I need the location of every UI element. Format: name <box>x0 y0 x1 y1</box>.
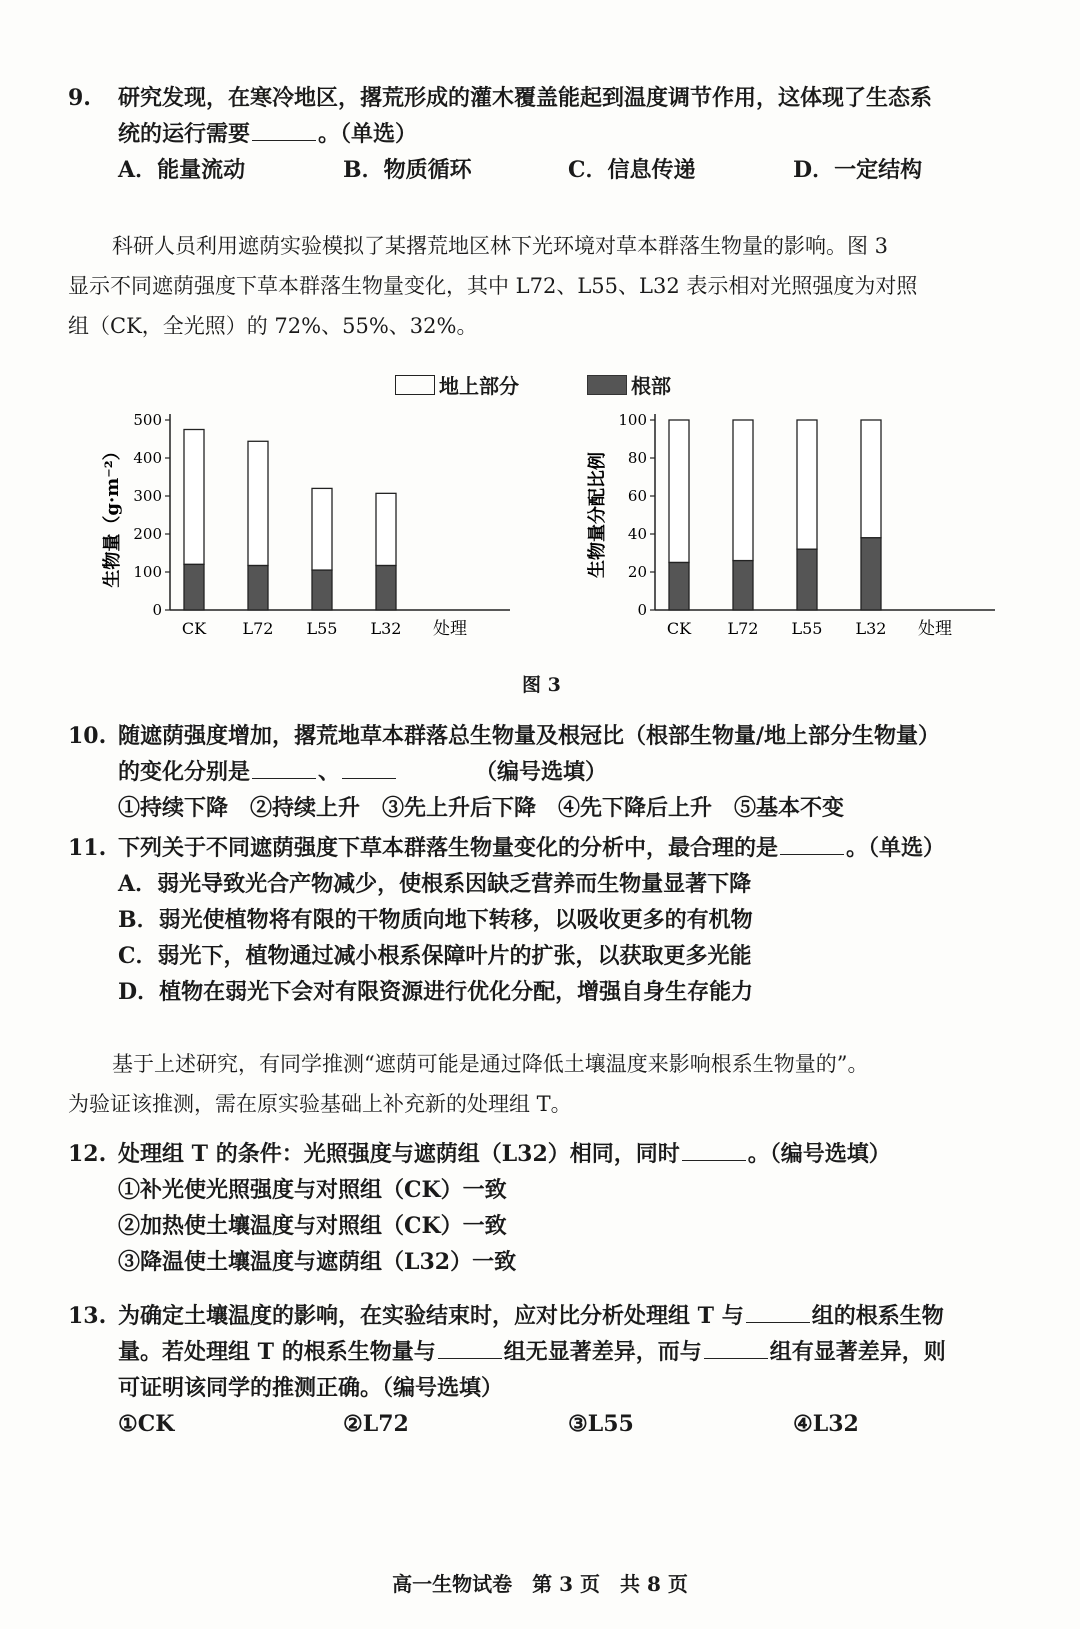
answer-blank <box>252 118 316 141</box>
x-tick-label: CK <box>666 619 692 638</box>
x-tick-label: L72 <box>727 619 759 638</box>
x-axis-label: 处理 <box>918 619 952 639</box>
y-tick-label: 200 <box>133 525 162 543</box>
option-b: B．弱光使植物将有限的干物质向地下转移，以吸收更多的有机物 <box>118 907 753 933</box>
bar-root <box>797 549 817 610</box>
x-tick-label: L55 <box>306 619 338 638</box>
question-stem: 处理组 T 的条件：光照强度与遮荫组（L32）相同，同时 <box>118 1141 680 1167</box>
y-tick-label: 100 <box>618 411 647 429</box>
option-2: ②加热使土壤温度与对照组（CK）一致 <box>118 1213 507 1239</box>
x-tick-label: L55 <box>791 619 823 638</box>
option-d: D．一定结构 <box>793 157 923 183</box>
question-stem: 量。若处理组 T 的根系生物量与 <box>118 1339 436 1365</box>
answer-blank <box>780 832 844 855</box>
option-3: ③降温使土壤温度与遮荫组（L32）一致 <box>118 1249 517 1275</box>
question-stem: 研究发现，在寒冷地区，撂荒形成的灌木覆盖能起到温度调节作用，这体现了生态系 <box>118 85 933 111</box>
bar-root <box>184 564 204 610</box>
options <box>118 152 1018 188</box>
bar-root <box>248 566 268 610</box>
intro-paragraph-2 <box>68 1044 1018 1124</box>
y-tick-label: 80 <box>627 449 647 467</box>
option-a: A．弱光导致光合产物减少，使根系因缺乏营养而生物量显著下降 <box>118 871 752 897</box>
figure-caption: 图 3 <box>522 674 561 696</box>
x-tick-label: CK <box>181 619 207 638</box>
chart-legend <box>395 370 731 399</box>
x-tick-label: L32 <box>855 619 887 638</box>
bar-above-ground <box>248 441 268 565</box>
question-stem: 组有显著差异，则 <box>769 1339 946 1365</box>
bar-above-ground <box>733 420 753 561</box>
legend-swatch-dark <box>587 375 627 395</box>
x-axis-label: 处理 <box>433 619 467 639</box>
y-tick-label: 20 <box>627 563 647 581</box>
legend-item-root: 根部 <box>587 370 671 399</box>
options: ①持续下降 ②持续上升 ③先上升后下降 ④先下降后上升 ⑤基本不变 <box>118 795 845 821</box>
question-number: 13. <box>68 1303 107 1329</box>
option-3: ③L55 <box>568 1411 634 1437</box>
paragraph-line: 显示不同遮荫强度下草本群落生物量变化，其中 L72、L55、L32 表示相对光照强度为对照 <box>68 274 918 298</box>
question-number: 11. <box>68 835 107 861</box>
allocation-chart <box>575 410 995 660</box>
question-stem: 的变化分别是 <box>118 759 251 785</box>
bar-above-ground <box>669 420 689 563</box>
question-number: 9. <box>68 85 91 111</box>
bar-above-ground <box>184 430 204 565</box>
answer-blank <box>704 1336 768 1359</box>
answer-blank <box>682 1138 746 1161</box>
option-1: ①CK <box>118 1411 175 1437</box>
y-axis-label: 生物量（g·m⁻²） <box>102 442 123 588</box>
question-number: 12. <box>68 1141 107 1167</box>
y-tick-label: 40 <box>627 525 647 543</box>
question-stem: 为确定土壤温度的影响，在实验结束时，应对比分析处理组 T 与 <box>118 1303 744 1329</box>
x-tick-label: L72 <box>242 619 274 638</box>
bar-root <box>669 563 689 611</box>
option-d: D．植物在弱光下会对有限资源进行优化分配，增强自身生存能力 <box>118 979 754 1005</box>
option-c: C．弱光下，植物通过减小根系保障叶片的扩张，以获取更多光能 <box>118 943 752 969</box>
question-11 <box>68 830 1018 1010</box>
answer-blank <box>342 756 396 779</box>
question-stem: 组无显著差异，而与 <box>503 1339 702 1365</box>
bar-above-ground <box>376 493 396 565</box>
paragraph-line: 基于上述研究，有同学推测“遮荫可能是通过降低土壤温度来影响根系生物量的”。 <box>112 1052 869 1076</box>
question-stem: 组的根系生物 <box>811 1303 944 1329</box>
y-tick-label: 0 <box>637 601 647 619</box>
option-1: ①补光使光照强度与对照组（CK）一致 <box>118 1177 507 1203</box>
question-stem: 可证明该同学的推测正确。（编号选填） <box>118 1375 504 1401</box>
question-stem: 。（编号选填） <box>747 1141 891 1167</box>
option-b: B．物质循环 <box>343 157 472 183</box>
answer-blank <box>438 1336 502 1359</box>
y-tick-label: 0 <box>152 601 162 619</box>
question-number: 10. <box>68 723 107 749</box>
question-12 <box>68 1136 1018 1280</box>
question-stem: 。（单选） <box>318 121 418 147</box>
page-footer: 高一生物试卷 第 3 页 共 8 页 <box>392 1572 688 1596</box>
biomass-chart <box>90 410 510 660</box>
option-4: ④L32 <box>793 1411 859 1437</box>
option-a: A．能量流动 <box>118 157 246 183</box>
question-10: 10. 随遮荫强度增加，撂荒地草本群落总生物量及根冠比（根部生物量/地上部分生物量） 的变化分别是 、 （编号选填） ①持续下降 ②持续上升 ③先上升后下降 ④先下降后上升 ⑤基本不变 <box>68 718 1018 826</box>
paragraph-line: 科研人员利用遮荫实验模拟了某撂荒地区林下光环境对草本群落生物量的影响。图 3 <box>112 234 889 258</box>
options <box>118 1406 1018 1442</box>
question-stem: 随遮荫强度增加，撂荒地草本群落总生物量及根冠比（根部生物量/地上部分生物量） <box>118 723 941 749</box>
question-13 <box>68 1298 1018 1442</box>
bar-above-ground <box>312 488 332 570</box>
intro-paragraph-1 <box>68 226 1018 346</box>
paragraph-line: 组（CK，全光照）的 72%、55%、32%。 <box>68 314 478 338</box>
bar-above-ground <box>861 420 881 538</box>
y-tick-label: 100 <box>133 563 162 581</box>
legend-item-above: 地上部分 <box>395 370 519 399</box>
bar-root <box>733 561 753 610</box>
question-9 <box>68 80 1018 188</box>
y-tick-label: 400 <box>133 449 162 467</box>
y-axis-label: 生物量分配比例 <box>587 452 608 578</box>
y-tick-label: 500 <box>133 411 162 429</box>
y-tick-label: 300 <box>133 487 162 505</box>
y-tick-label: 60 <box>627 487 647 505</box>
question-stem: （编号选填） <box>486 759 608 785</box>
option-c: C．信息传递 <box>568 157 696 183</box>
answer-blank <box>746 1300 810 1323</box>
option-2: ②L72 <box>343 1411 409 1437</box>
question-stem: 下列关于不同遮荫强度下草本群落生物量变化的分析中，最合理的是 <box>118 835 779 861</box>
bar-root <box>376 566 396 610</box>
answer-blank <box>252 756 316 779</box>
legend-swatch-white <box>395 375 435 395</box>
bar-root <box>861 538 881 610</box>
question-stem: 。（单选） <box>846 835 946 861</box>
x-tick-label: L32 <box>370 619 402 638</box>
bar-root <box>312 570 332 610</box>
question-stem: 统的运行需要 <box>118 121 251 147</box>
bar-above-ground <box>797 420 817 549</box>
paragraph-line: 为验证该推测，需在原实验基础上补充新的处理组 T。 <box>68 1092 572 1116</box>
